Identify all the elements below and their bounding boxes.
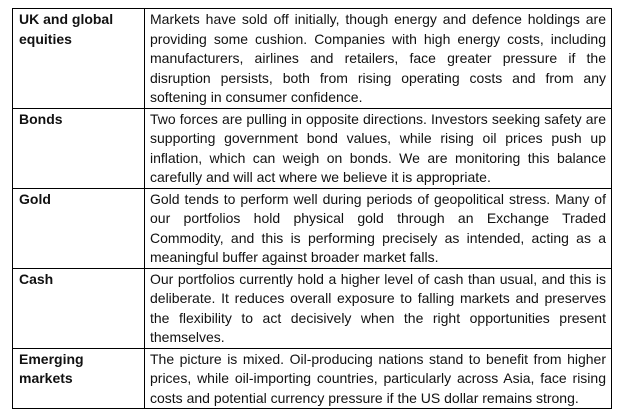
- row-label-bonds: Bonds: [13, 108, 145, 188]
- row-label-gold: Gold: [13, 188, 145, 268]
- table-row: [13, 268, 612, 348]
- table-row: [13, 348, 612, 409]
- table-row: [13, 9, 612, 109]
- row-text-emerging-markets: The picture is mixed. Oil-producing nations stand to benefit from higher prices, while oil-importing countries, particularly across Asia, face rising costs and potential currency pressure if the US dollar remains strong.: [145, 348, 612, 409]
- row-text-equities: Markets have sold off initially, though energy and defence holdings are providing some cushion. Companies with high energy costs, including manufacturers, airlines and retailers, face greater pressure if the disruption persists, both from rising operating costs and from any softening in consumer confidence.: [145, 9, 612, 109]
- asset-class-table-container: [12, 8, 612, 409]
- row-label-equities: UK and global equities: [13, 9, 145, 109]
- table-row: [13, 108, 612, 188]
- row-label-emerging-markets: Emerging markets: [13, 348, 145, 409]
- row-text-gold: Gold tends to perform well during periods of geopolitical stress. Many of our portfolios hold physical gold through an Exchange Traded Commodity, and this is performing precisely as intended, acting as a meaningful buffer against broader market falls.: [145, 188, 612, 268]
- row-text-cash: Our portfolios currently hold a higher level of cash than usual, and this is deliberate. It reduces overall exposure to falling markets and preserves the flexibility to act decisively when the right opportunities present themselves.: [145, 268, 612, 348]
- asset-class-table: [12, 8, 612, 409]
- row-label-cash: Cash: [13, 268, 145, 348]
- table-row: [13, 188, 612, 268]
- row-text-bonds: Two forces are pulling in opposite directions. Investors seeking safety are supporting government bond values, while rising oil prices push up inflation, which can weigh on bonds. We are monitoring this balance carefully and will act where we believe it is appropriate.: [145, 108, 612, 188]
